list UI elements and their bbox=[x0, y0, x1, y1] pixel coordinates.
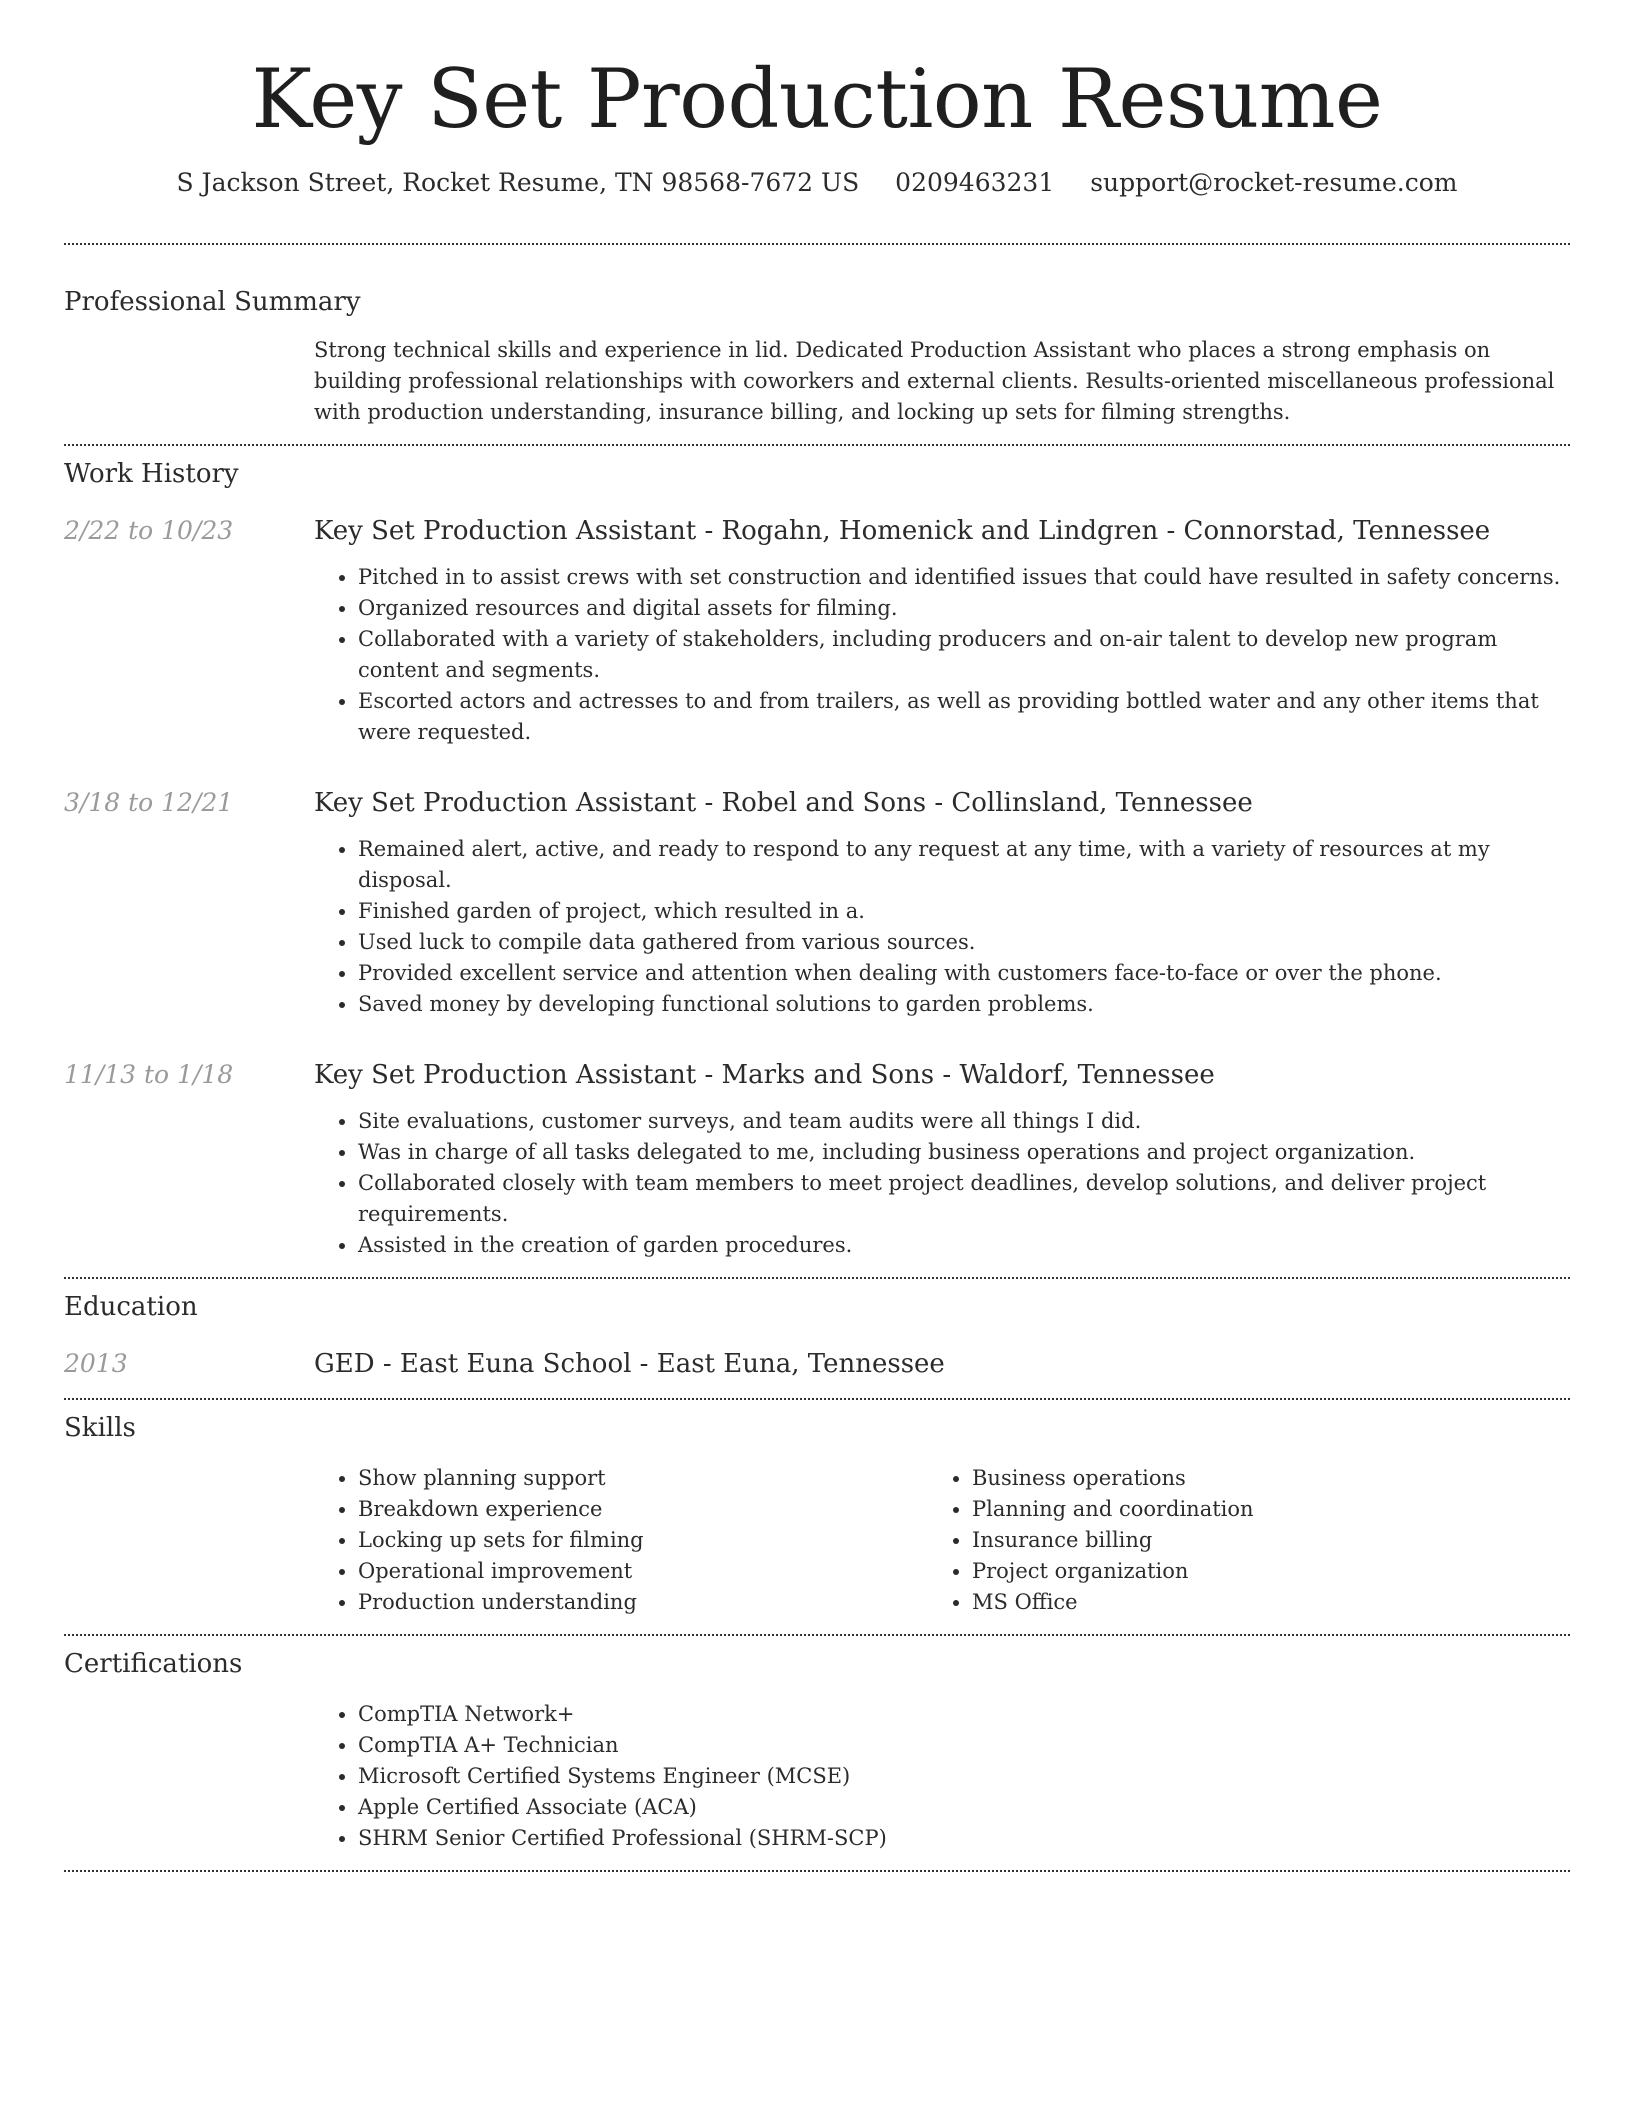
list-item: • Locking up sets for filming bbox=[358, 1525, 928, 1556]
education-title: GED - East Euna School - East Euna, Tennessee bbox=[314, 1349, 945, 1379]
job-title: Key Set Production Assistant - Marks and Sons - Waldorf, Tennessee bbox=[314, 1060, 1215, 1090]
job-bullets bbox=[314, 1106, 1570, 1261]
list-item: • Microsoft Certified Systems Engineer (MCSE) bbox=[358, 1761, 1570, 1792]
list-item: • Provided excellent service and attention when dealing with customers face-to-face or over the phone. bbox=[358, 958, 1570, 989]
list-item: • Breakdown experience bbox=[358, 1494, 928, 1525]
job-title: Key Set Production Assistant - Rogahn, Homenick and Lindgren - Connorstad, Tennessee bbox=[314, 516, 1491, 546]
list-item: • Business operations bbox=[972, 1463, 1542, 1494]
job-title: Key Set Production Assistant - Robel and Sons - Collinsland, Tennessee bbox=[314, 788, 1253, 818]
list-item: • Apple Certified Associate (ACA) bbox=[358, 1792, 1570, 1823]
list-item: • Pitched in to assist crews with set construction and identified issues that could have resulted in safety concerns. bbox=[358, 562, 1570, 593]
list-item: • Saved money by developing functional solutions to garden problems. bbox=[358, 989, 1570, 1020]
job-dates: 3/18 to 12/21 bbox=[64, 788, 234, 817]
list-item: • SHRM Senior Certified Professional (SHRM-SCP) bbox=[358, 1823, 1570, 1854]
page-title: Key Set Production Resume bbox=[251, 53, 1383, 147]
list-item: • Finished garden of project, which resulted in a. bbox=[358, 896, 1570, 927]
education-entry bbox=[64, 1347, 1570, 1381]
skills-grid bbox=[314, 1463, 1570, 1618]
list-item: • Site evaluations, customer surveys, and team audits were all things I did. bbox=[358, 1106, 1570, 1137]
section-divider bbox=[64, 1398, 1570, 1400]
contact-phone: 0209463231 bbox=[895, 168, 1055, 197]
section-divider bbox=[64, 1277, 1570, 1279]
job-entry bbox=[64, 786, 1570, 1020]
education-heading: Education bbox=[64, 1292, 198, 1322]
list-item: • Organized resources and digital assets for filming. bbox=[358, 593, 1570, 624]
list-item: • MS Office bbox=[972, 1587, 1542, 1618]
list-item: • CompTIA Network+ bbox=[358, 1699, 1570, 1730]
job-entry bbox=[64, 514, 1570, 748]
list-item: • Insurance billing bbox=[972, 1525, 1542, 1556]
work-history-heading: Work History bbox=[64, 459, 239, 489]
job-bullets bbox=[314, 562, 1570, 748]
job-entry bbox=[64, 1058, 1570, 1261]
skills-list-left bbox=[314, 1463, 928, 1618]
list-item: • CompTIA A+ Technician bbox=[358, 1730, 1570, 1761]
certifications-list bbox=[314, 1699, 1570, 1854]
contact-email: support@rocket-resume.com bbox=[1090, 168, 1458, 197]
contact-address: S Jackson Street, Rocket Resume, TN 98568-7672 US bbox=[176, 168, 860, 197]
list-item: • Show planning support bbox=[358, 1463, 928, 1494]
skills-list-right bbox=[928, 1463, 1542, 1618]
summary-text: Strong technical skills and experience in lid. Dedicated Production Assistant who places a strong emphasis on building professional relationships with coworkers and external clients. Results-oriented miscellaneous professional with production understanding, insurance billing, and locking up sets for filming strengths. bbox=[314, 338, 1555, 424]
list-item: • Assisted in the creation of garden procedures. bbox=[358, 1230, 1570, 1261]
contact-line bbox=[64, 166, 1570, 200]
list-item: • Operational improvement bbox=[358, 1556, 928, 1587]
job-bullets bbox=[314, 834, 1570, 1020]
section-divider bbox=[64, 1634, 1570, 1636]
list-item: • Production understanding bbox=[358, 1587, 928, 1618]
list-item: • Project organization bbox=[972, 1556, 1542, 1587]
list-item: • Remained alert, active, and ready to respond to any request at any time, with a variety of resources at my disposal. bbox=[358, 834, 1570, 896]
resume-page bbox=[64, 0, 1570, 1872]
section-divider bbox=[64, 444, 1570, 446]
skills-heading: Skills bbox=[64, 1413, 136, 1443]
section-divider bbox=[64, 1870, 1570, 1872]
list-item: • Planning and coordination bbox=[972, 1494, 1542, 1525]
summary-heading: Professional Summary bbox=[64, 287, 361, 317]
list-item: • Used luck to compile data gathered from various sources. bbox=[358, 927, 1570, 958]
list-item: • Was in charge of all tasks delegated to me, including business operations and project organization. bbox=[358, 1137, 1570, 1168]
list-item: • Escorted actors and actresses to and from trailers, as well as providing bottled water and any other items that were requested. bbox=[358, 686, 1570, 748]
list-item: • Collaborated closely with team members to meet project deadlines, develop solutions, and deliver project requirements. bbox=[358, 1168, 1570, 1230]
certifications-heading: Certifications bbox=[64, 1649, 243, 1679]
list-item: • Collaborated with a variety of stakeholders, including producers and on-air talent to develop new program content and segments. bbox=[358, 624, 1570, 686]
job-dates: 11/13 to 1/18 bbox=[64, 1060, 234, 1089]
job-dates: 2/22 to 10/23 bbox=[64, 516, 234, 545]
section-divider bbox=[64, 243, 1570, 245]
education-year: 2013 bbox=[64, 1349, 128, 1378]
